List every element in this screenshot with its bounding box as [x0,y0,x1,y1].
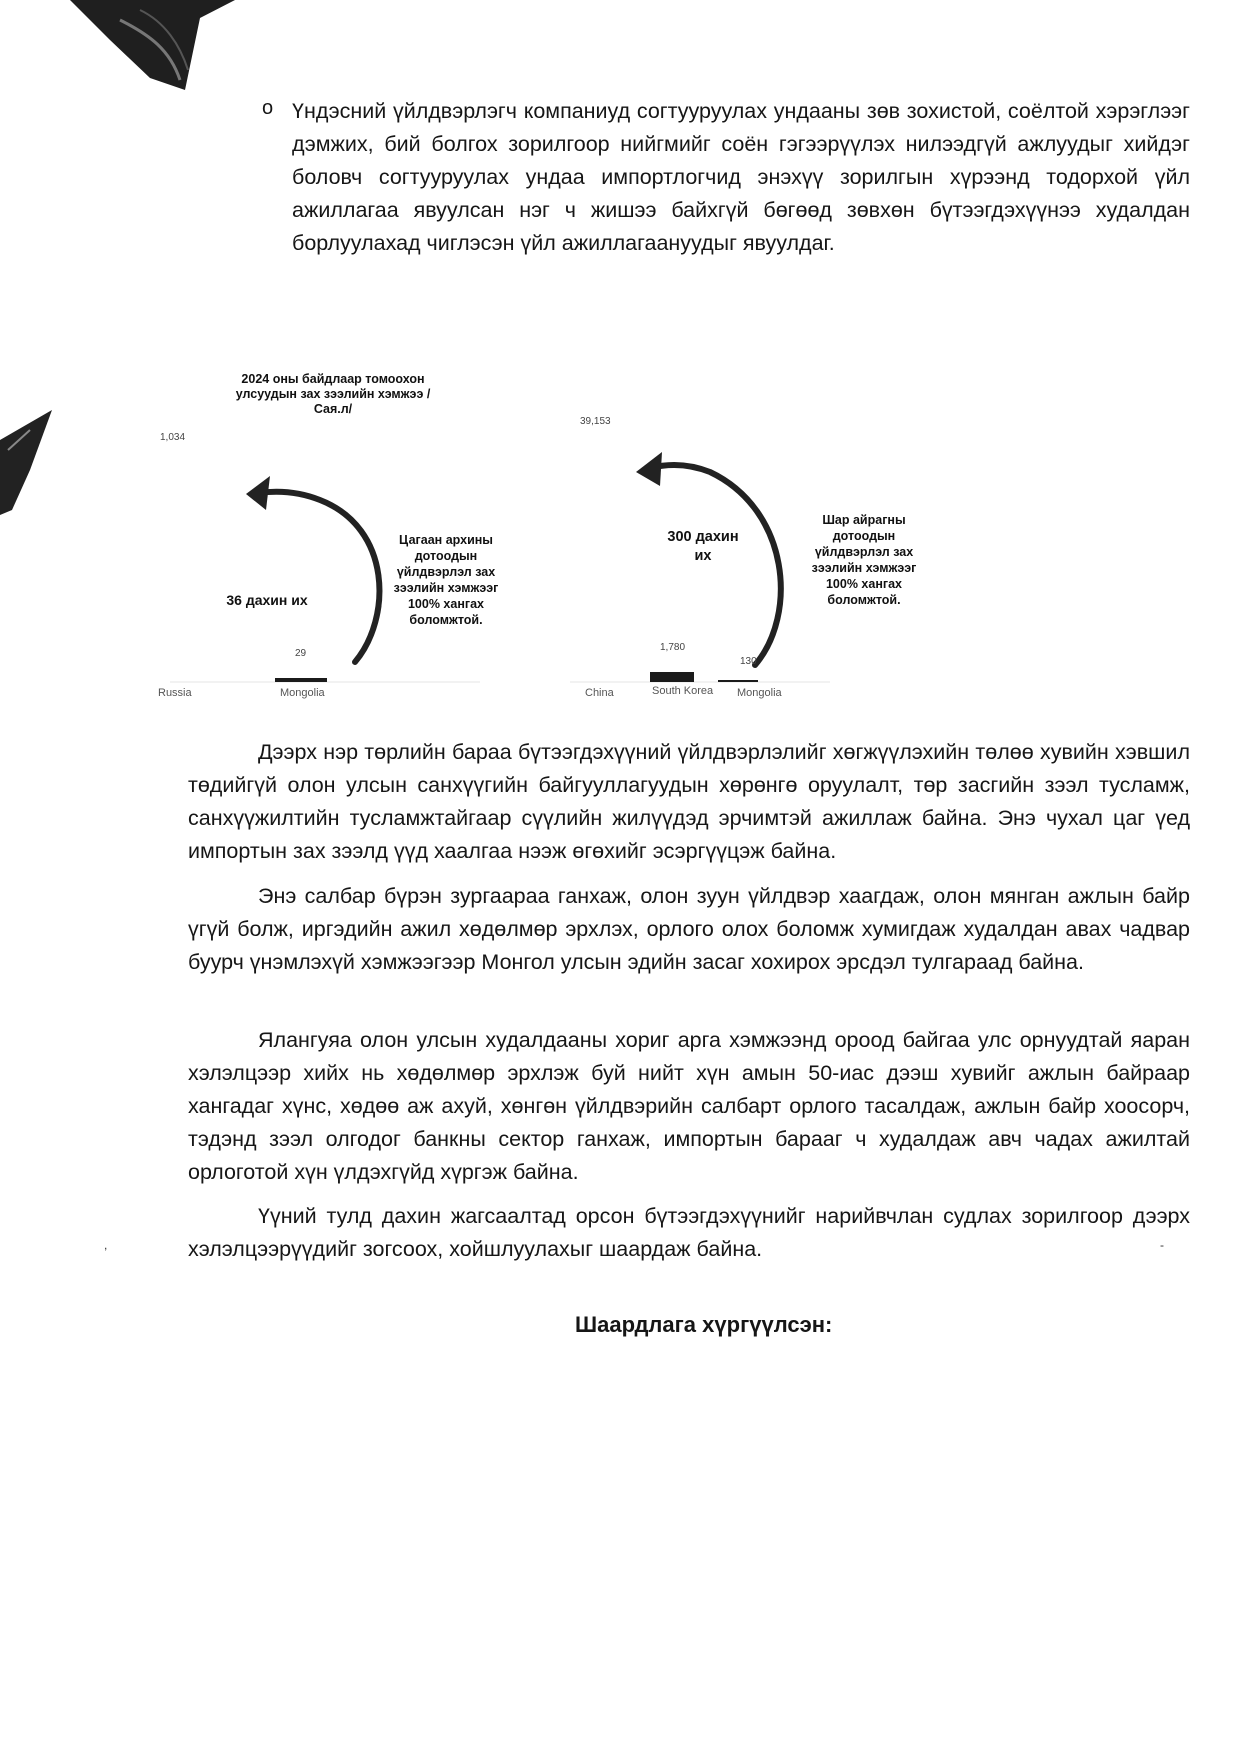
tick-mongolia-right: Mongolia [737,687,782,699]
body-paragraph-2-block [188,880,1190,979]
value-label-mongolia-vodka: 29 [295,648,307,659]
bullet-item [262,95,1190,260]
scan-speck: - [1160,1238,1164,1252]
note-right: Шар айрагны дотоодын үйлдвэрлэл зах зээлийн хэмжээг 100% хангах боломжтой. [811,513,917,607]
scan-edge-shadow [0,410,60,520]
bar-mongolia-beer [718,680,758,682]
bar-south-korea-beer [650,672,694,682]
tick-china: China [585,687,614,699]
tick-south-korea: South Korea [652,685,714,697]
value-label-south-korea: 1,780 [660,642,686,653]
body-paragraph-3: Ялангуяа олон улсын худалдааны хориг арга хэмжээнд ороод байгаа улс орнуудтай яаран хэлэлцээр хийх нь хөдөлмөр эрхлэж буй нийт хүн амын 50-иас дээш хувийг ажлын байраар хангадаг хүнс, хөдөө аж ахуй, хөнгөн үйлдвэрийн салбарт орлого тасалдаж, ажлын байр хоосорч, тэдэнд зээл олгодог банкны сектор ганхаж, импортын барааг ч худалдаж авч чадах ажилтай орлоготой хүн үлдэхгүйд хүргэж байна. [188,1028,1190,1184]
value-label-russia: 1,034 [160,432,186,443]
value-label-mongolia-beer: 130 [740,656,757,667]
body-paragraph-1-block [188,736,1190,868]
body-paragraph-2: Энэ салбар бүрэн зургаараа ганхаж, олон зуун үйлдвэр хаагдаж, олон мянган ажлын байр үгүй болж, иргэдийн ажил хөдөлмөр эрхлэх, орлого олох боломж хумигдаж худалдан авах чадвар буурч үнэмлэхүй хэмжээгээр Монгол улсын эдийн засаг хохирох эрсдэл тулгараад байна. [188,884,1190,974]
bullet-marker: o [262,97,274,119]
note-left: Цагаан архины дотоодын үйлдвэрлэл зах зээлийн хэмжээг 100% хангах боломжтой. [393,533,499,627]
ratio-label-left: 36 дахин их [226,592,308,608]
scan-speck: , [104,1238,108,1252]
scan-corner-shadow [0,0,240,100]
tick-mongolia-left: Mongolia [280,687,325,699]
market-size-figure [130,360,1090,710]
bullet-paragraph: Үндэсний үйлдвэрлэгч компаниуд согтууруулах ундааны зөв зохистой, соёлтой хэрэглээг дэмжих, бий болгох зорилгоор нийгмийг соён гэгээрүүлэх нилээдгүй ажлуудыг хийдэг боловч согтууруулах ундаа импортлогчид энэхүү зорилгын хүрээнд тодорхой үйл ажиллагаа явуулсан нэг ч жишээ байхгүй бөгөөд зөвхөн бүтээгдэхүүнээ худалдан борлуулахад чиглэсэн үйл ажиллагаануудыг явуулдаг. [292,99,1190,255]
body-paragraph-1: Дээрх нэр төрлийн бараа бүтээгдэхүүний үйлдвэрлэлийг хөгжүүлэхийн төлөө хувийн хэвшил төдийгүй олон улсын санхүүгийн байгууллагуудын хөрөнгө оруулалт, төр засгийн зээл тусламж, санхүүжилтийн тусламжтайгаар сүүлийн жилүүдэд эрчимтэй ажиллаж байна. Энэ чухал цаг үед импортын зах зээлд үүд хаалгаа нээж өгөхийг эсэргүүцэж байна. [188,740,1190,863]
ratio-label-right: 300 дахин их [667,529,739,564]
signature-heading: Шаардлага хүргүүлсэн: [575,1312,833,1337]
body-paragraph-4: Үүний тулд дахин жагсаалтад орсон бүтээгдэхүүнийг нарийвчлан судлах зорилгоор дээрх хэлэлцээрүүдийг зогсоох, хойшлуулахыг шаардаж байна. [188,1204,1190,1261]
tick-russia: Russia [158,687,192,699]
body-paragraph-4-block [188,1200,1190,1266]
bar-mongolia-vodka [275,678,327,682]
left-curved-arrow [246,476,379,662]
figure-caption: 2024 оны байдлаар томоохон улсуудын зах зээлийн хэмжээ /Сая.л/ [235,372,431,416]
body-paragraph-3-block [188,1024,1190,1189]
value-label-china: 39,153 [580,416,611,427]
